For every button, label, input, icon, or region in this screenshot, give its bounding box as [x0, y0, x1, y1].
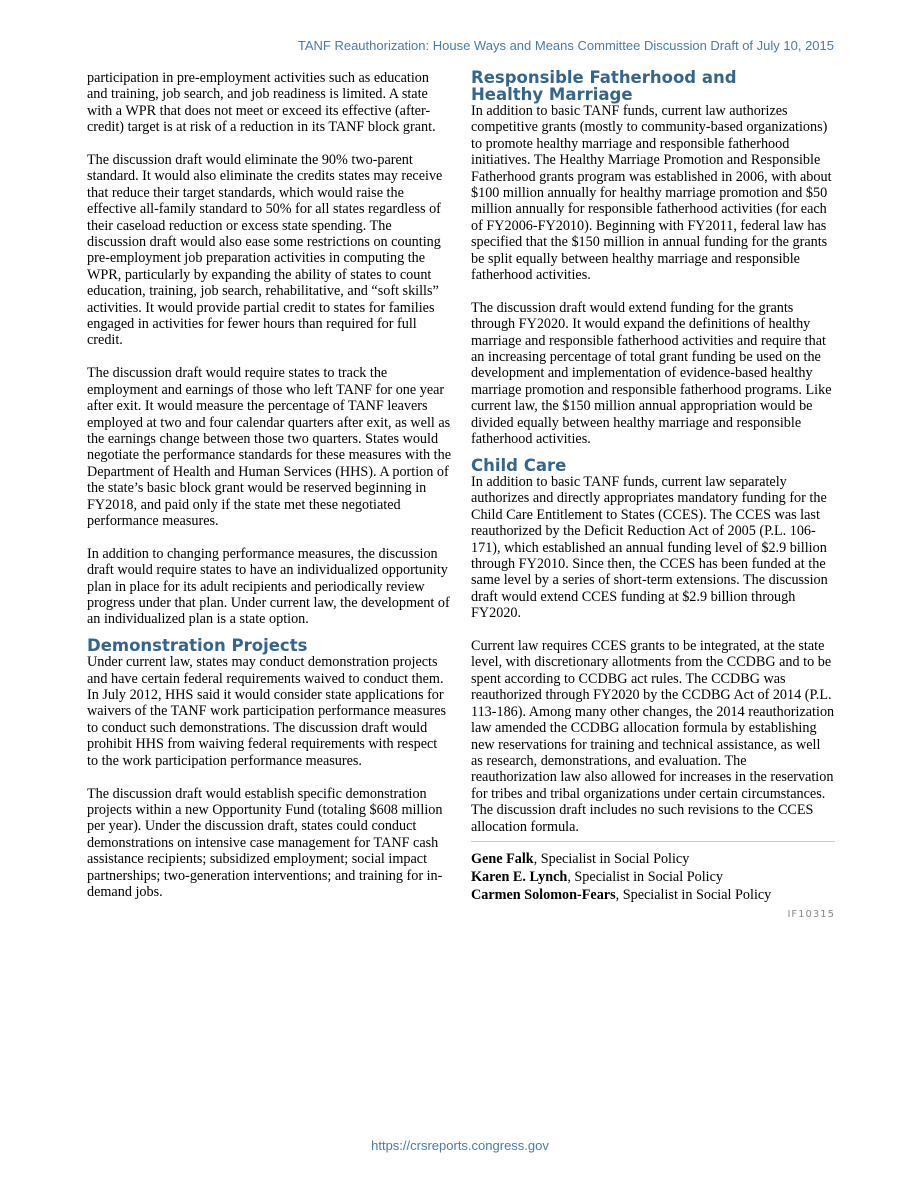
heading-line: Responsible Fatherhood and [471, 68, 737, 87]
section-heading-demonstration-projects: Demonstration Projects [87, 635, 308, 655]
body-paragraph: The discussion draft would require states to track the employment and earnings of those who left TANF for one year after exit. It would measure the percentage of TANF leavers employed at two and four calendar quarters after exit, as well as the earnings change between those two quarters. States would negotiate the performance standards for these measures with the Department of Health and Human Services (HHS). A portion of the state’s basic block grant would be reserved beginning in FY2018, and paid only if the state met these negotiated performance measures. [87, 365, 452, 529]
author-role: , Specialist in Social Policy [615, 886, 772, 903]
body-paragraph: The discussion draft would eliminate the 90% two-parent standard. It would also eliminate the credits states may receive that reduce their target standards, which would raise the effective all-family standard to 50% for all states regardless of their caseload reduction or excess state spending. The discussion draft would also ease some restrictions on counting pre-employment job preparation activities in computing the WPR, particularly by expanding the ability of states to count education, training, job search, rehabilitative, and “soft skills” activities. It would provide partial credit to states for families engaged in activities for fewer hours than required for full credit. [87, 152, 443, 349]
body-paragraph: The discussion draft would extend funding for the grants through FY2020. It would expand the definitions of healthy marriage and responsible fatherhood activities and require that an increasing percentage of total grant funding be used on the development and implementation of evidence-based healthy marriage promotion and responsible fatherhood programs. Like current law, the $150 million annual appropriation would be divided equally between healthy marriage and responsible fatherhood activities. [471, 299, 832, 448]
document-id: IF10315 [787, 908, 835, 920]
section-heading-child-care: Child Care [471, 455, 567, 475]
body-paragraph: participation in pre-employment activities such as education and training, job search, and job readiness is limited. A state with a WPR that does not meet or exceed its effective (after-credit) target is at risk of a reduction in its TANF block grant. [87, 70, 436, 136]
footer-link[interactable]: https://crsreports.congress.gov [371, 1138, 549, 1153]
author-name: Carmen Solomon-Fears [471, 886, 616, 903]
body-paragraph: In addition to changing performance measures, the discussion draft would require states to have an individualized opportunity plan in place for its adult recipients and periodically review progress under that plan. Under current law, the development of an individualized plan is a state option. [87, 545, 450, 628]
author-divider [471, 841, 835, 842]
body-paragraph: Current law requires CCES grants to be integrated, at the state level, with discretionary allotments from the CCDBG and to be spent according to CCDBG act rules. The CCDBG was reauthorized through FY2020 by the CCDBG Act of 2014 (P.L. 113-186). Among many other changes, the 2014 reauthorization law amended the CCDBG allocation formula by establishing new reservations for training and technical assistance, as well as research, demonstrations, and evaluation. The reauthorization law also allowed for increases in the reservation for tribes and tribal organizations under certain circumstances. The discussion draft includes no such revisions to the CCES allocation formula. [471, 638, 835, 835]
body-paragraph: Under current law, states may conduct demonstration projects and have certain federal requirements waived to conduct them. In July 2012, HHS said it would consider state applications for waivers of the TANF work participation performance measures to conduct such demonstrations. The discussion draft would prohibit HHS from waiving federal requirements with respect to the work participation performance measures. [87, 654, 447, 769]
author-role: , Specialist in Social Policy [567, 868, 723, 885]
author-line [471, 850, 835, 868]
footer-url[interactable] [0, 1138, 920, 1153]
right-column [471, 70, 835, 920]
left-column [87, 70, 451, 917]
body-paragraph: In addition to basic TANF funds, current law authorizes competitive grants (mostly to community-based organizations) to promote healthy marriage and responsible fatherhood initiatives. The Healthy Marriage Promotion and Responsible Fatherhood grants program was established in 2006, with about $100 million annually for healthy marriage promotion and $50 million annually for responsible fatherhood activities (for each of FY2006-FY2010). Beginning with FY2011, federal law has specified that the $150 million in annual funding for the grants be split equally between healthy marriage and responsible fatherhood activities. [471, 103, 832, 284]
body-paragraph: The discussion draft would establish specific demonstration projects within a new Opportunity Fund (totaling $608 million per year). Under the discussion draft, states could conduct demonstrations on intensive case management for TANF cash assistance recipients; subsidized employment; social impact partnerships; two-generation interventions; and training for in-demand jobs. [87, 785, 443, 900]
author-line [471, 886, 835, 904]
author-name: Karen E. Lynch [471, 868, 568, 885]
body-paragraph: In addition to basic TANF funds, current law separately authorizes and directly appropriates mandatory funding for the Child Care Entitlement to States (CCES). The CCES was last reauthorized by the Deficit Reduction Act of 2005 (P.L. 106-171), which established an annual funding level of $2.9 billion through FY2010. Since then, the CCES has been funded at the same level by a series of short-term extensions. The discussion draft would extend CCES funding at $2.9 billion through FY2020. [471, 474, 828, 622]
running-header: TANF Reauthorization: House Ways and Means Committee Discussion Draft of July 10, 2015 [297, 38, 834, 53]
heading-line: Healthy Marriage [471, 84, 633, 104]
section-heading-fatherhood [471, 70, 835, 103]
author-name: Gene Falk [471, 850, 534, 867]
author-role: , Specialist in Social Policy [533, 850, 690, 867]
author-line [471, 868, 835, 886]
